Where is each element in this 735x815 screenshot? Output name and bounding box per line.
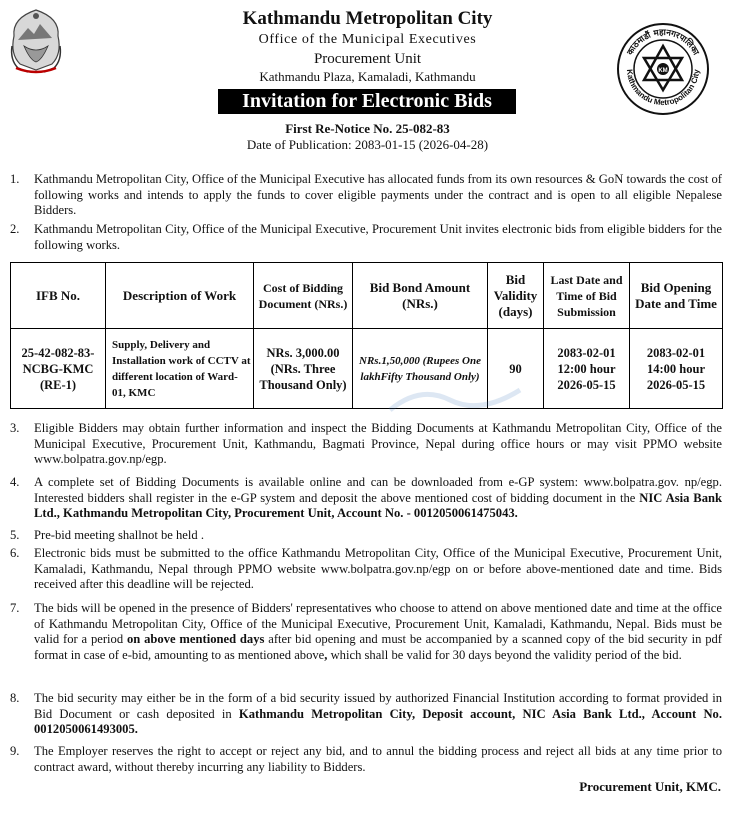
cell-opening bbox=[630, 329, 723, 409]
header-description: Description of Work bbox=[106, 263, 254, 329]
paragraph-text: Electronic bids must be submitted to the office Kathmandu Metropolitan City, Office of the Municipal Executive, Procurement Unit, Kamaladi, Kathmandu, Nepal through PPMO website www.bolpatra.gov.np/egp on or before above-mentioned date and time. Bids received after this deadline will be rejected. bbox=[34, 546, 722, 592]
paragraph-text: Kathmandu Metropolitan City, Office of the Municipal Executive has allocated funds from its own resources & GoN towards the cost of following works and intends to apply the funds to cover eligible payments under the contract and is open to all eligible Nepalese Bidders. bbox=[34, 172, 722, 218]
validity-emphasis: on above mentioned days bbox=[126, 632, 265, 647]
watermark-logo bbox=[380, 380, 530, 420]
address: Kathmandu Plaza, Kamaladi, Kathmandu bbox=[259, 69, 476, 84]
paragraph-number: 7. bbox=[10, 601, 20, 615]
paragraph-1 bbox=[10, 172, 722, 219]
paragraph-number: 5. bbox=[10, 528, 20, 542]
paragraph-text-part: after bid opening and must be accompanied by a scanned copy of the bid security in pdf format in case of e-bid, amounting to as mentioned above bbox=[34, 632, 722, 663]
bank-account-text: NIC Asia Bank Ltd., Kathmandu Metropolitan City, Procurement Unit, Account No. - 0012050061475043. bbox=[34, 490, 722, 521]
paragraph-4 bbox=[10, 475, 722, 522]
cell-last-date bbox=[544, 329, 630, 409]
paragraph-text bbox=[34, 601, 722, 664]
paragraph-3 bbox=[10, 421, 722, 468]
paragraph-7 bbox=[10, 601, 722, 664]
table-header-row bbox=[11, 263, 723, 329]
paragraph-text-part: The bids will be opened in the presence of Bidders' representatives who choose to attend on above mentioned date and time at the office of Kathmandu Metropolitan City, Office of the Municipal Executive, Procurement Unit, Kamaladi, Kathmandu, Nepal. Bids must be valid for a period bbox=[34, 601, 722, 647]
paragraph-8 bbox=[10, 691, 722, 738]
last-date-ad: 2026-05-15 bbox=[557, 377, 616, 392]
paragraph-text-part: which shall be valid for 30 days beyond the validity period of the bid. bbox=[327, 648, 682, 663]
paragraph-number: 4. bbox=[10, 475, 20, 489]
svg-text:KM: KM bbox=[658, 68, 668, 74]
opening-date-bs: 2083-02-01 bbox=[646, 345, 706, 360]
paragraph-6 bbox=[10, 546, 722, 593]
paragraph-9 bbox=[10, 744, 722, 775]
paragraph-2 bbox=[10, 222, 722, 253]
paragraph-number: 9. bbox=[10, 744, 20, 758]
cell-description: Supply, Delivery and Installation work of CCTV at different location of Ward-01, KMC bbox=[106, 329, 254, 409]
paragraph-text: Eligible Bidders may obtain further information and inspect the Bidding Documents at Kathmandu Metropolitan City, Office of the Municipal Executive, Procurement Unit, Kathmandu, Bagmati Province, Nepal during office hours or may visit PPMO website www.bolpatra.gov.np/egp. bbox=[34, 421, 722, 467]
opening-date-ad: 2026-05-15 bbox=[646, 377, 706, 392]
paragraph-text: The Employer reserves the right to accept or reject any bid, and to annul the bidding process and reject all bids at any time prior to contract award, without thereby incurring any liability to Bidders. bbox=[34, 744, 722, 774]
paragraph-text bbox=[34, 475, 722, 522]
cell-validity: 90 bbox=[488, 329, 544, 409]
paragraph-number: 3. bbox=[10, 421, 20, 435]
opening-time: 14:00 hour bbox=[647, 361, 705, 376]
office-name: Office of the Municipal Executives bbox=[258, 32, 477, 47]
cell-cost: NRs. 3,000.00 (NRs. Three Thousand Only) bbox=[254, 329, 353, 409]
kmc-seal-logo bbox=[616, 22, 710, 116]
paragraph-number: 1. bbox=[10, 172, 20, 186]
cell-ifb-no: 25-42-082-83-NCBG-KMC (RE-1) bbox=[11, 329, 106, 409]
comma-emphasis: , bbox=[324, 648, 328, 663]
table-row bbox=[11, 329, 723, 409]
last-date-bs: 2083-02-01 bbox=[557, 345, 616, 360]
paragraph-5 bbox=[10, 528, 722, 544]
svg-text:Kathmandu Metropolitan City: Kathmandu Metropolitan City bbox=[624, 68, 702, 108]
header-last-date: Last Date and Time of Bid Submission bbox=[544, 263, 630, 329]
unit-name: Procurement Unit bbox=[313, 51, 422, 67]
header-opening: Bid Opening Date and Time bbox=[630, 263, 723, 329]
header-cost: Cost of Bidding Document (NRs.) bbox=[254, 263, 353, 329]
notice-number: First Re-Notice No. 25-082-83 bbox=[285, 121, 450, 136]
signature: Procurement Unit, KMC. bbox=[579, 779, 721, 794]
organization-name: Kathmandu Metropolitan City bbox=[242, 8, 493, 29]
paragraph-text: Pre-bid meeting shallnot be held . bbox=[34, 528, 204, 542]
header-bid-bond: Bid Bond Amount (NRs.) bbox=[353, 263, 488, 329]
title-banner: Invitation for Electronic Bids bbox=[218, 89, 516, 114]
paragraph-text-part: The bid security may either be in the form of a bid security issued by authorized Financial Institution according to format provided in Bid Document or cash deposited in bbox=[34, 691, 722, 721]
paragraph-number: 6. bbox=[10, 546, 20, 560]
svg-text:काठमाडौं महानगरपालिका: काठमाडौं महानगरपालिका bbox=[625, 27, 701, 58]
nepal-emblem-logo bbox=[8, 6, 64, 74]
header-validity: Bid Validity (days) bbox=[488, 263, 544, 329]
cell-bid-bond: NRs.1,50,000 (Rupees One lakhFifty Thousand Only) bbox=[353, 329, 488, 409]
paragraph-text: Kathmandu Metropolitan City, Office of the Municipal Executive, Procurement Unit invites electronic bids from eligible bidders for the following works. bbox=[34, 222, 722, 252]
header-ifb-no: IFB No. bbox=[11, 263, 106, 329]
paragraph-text-part: A complete set of Bidding Documents is available online and can be downloaded from e-GP system: www.bolpatra.gov. np/egp. Interested bidders shall register in the e-GP system and deposit the above mentioned cost of bidding document in the bbox=[34, 475, 722, 505]
paragraph-text bbox=[34, 691, 722, 738]
deposit-account-text: Kathmandu Metropolitan City, Deposit account, NIC Asia Bank Ltd., Account No. 0012050061493005. bbox=[34, 706, 722, 737]
paragraph-number: 8. bbox=[10, 691, 20, 705]
paragraph-number: 2. bbox=[10, 222, 20, 236]
last-time: 12:00 hour bbox=[557, 361, 616, 376]
publication-date: Date of Publication: 2083-01-15 (2026-04-28) bbox=[246, 137, 489, 152]
bid-table bbox=[10, 262, 723, 409]
